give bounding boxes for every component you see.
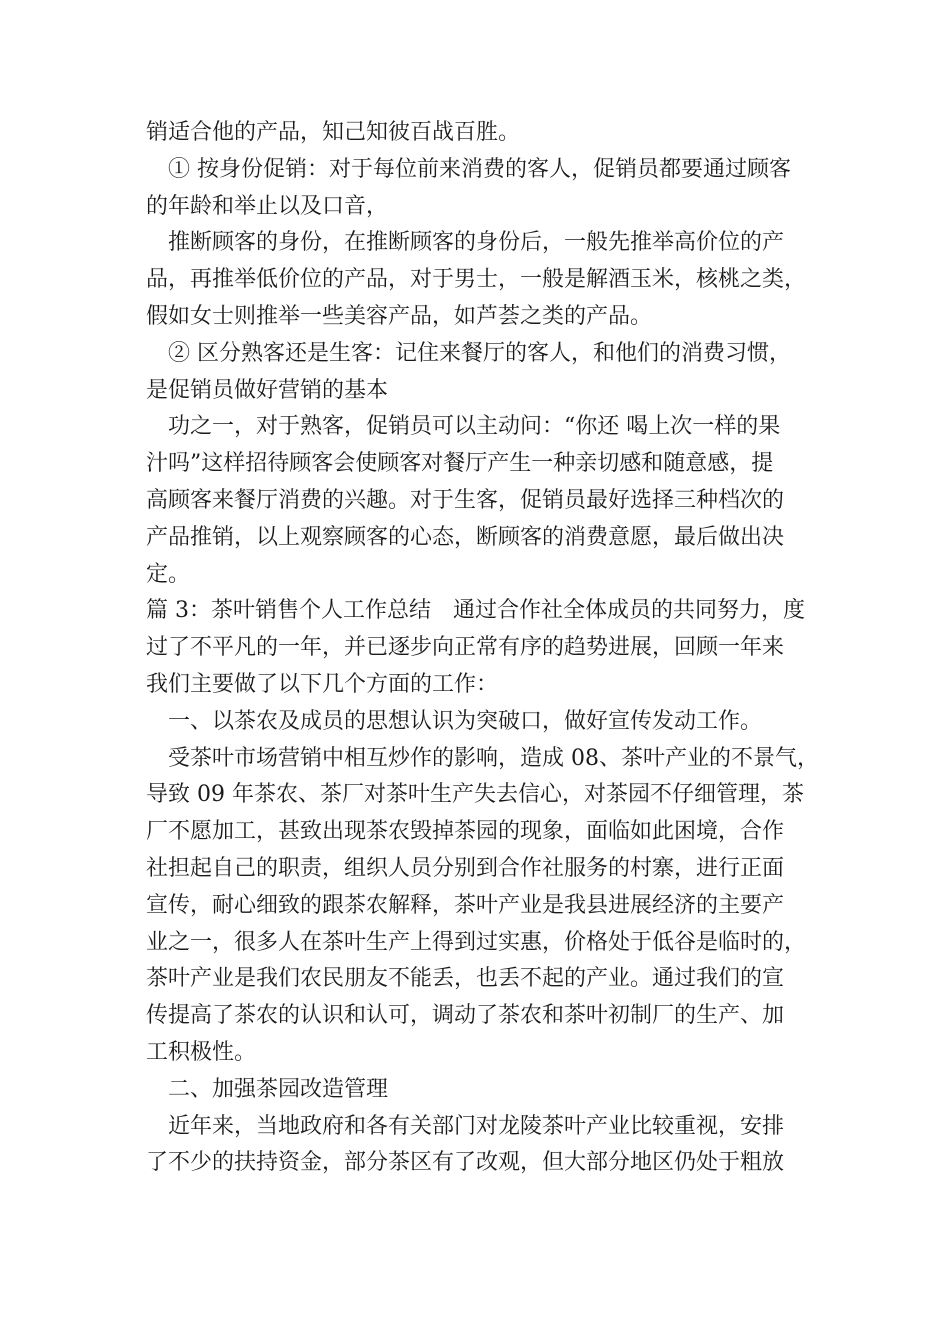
text-line: 一、以茶农及成员的思想认识为突破口，做好宣传发动工作。 xyxy=(168,708,763,734)
text-line: 茶叶产业是我们农民朋友不能丢，也丢不起的产业。通过我们的宣 xyxy=(146,966,785,992)
text-line: 销适合他的产品，知己知彼百战百胜。 xyxy=(146,120,521,145)
text-line: 导致 09 年茶农、茶厂对茶叶生产失去信心，对茶园不仔细管理，茶 xyxy=(146,782,804,808)
text-line: ② 区分熟客还是生客：记住来餐厅的客人，和他们的消费习惯， xyxy=(168,340,791,366)
text-line: 篇 3：茶叶销售个人工作总结 通过合作社全体成员的共同努力，度 xyxy=(146,598,805,624)
text-line: 是促销员做好营销的基本 xyxy=(146,377,389,403)
text-line: 推断顾客的身份，在推断顾客的身份后，一般先推举高价位的产 xyxy=(168,230,785,256)
text-line: 产品推销，以上观察顾客的心态，断顾客的消费意愿，最后做出决 xyxy=(146,524,785,550)
text-line: 汁吗”这样招待顾客会使顾客对餐厅产生一种亲切感和随意感，提 xyxy=(146,451,774,477)
text-line: 了不少的扶持资金，部分茶区有了改观，但大部分地区仍处于粗放 xyxy=(146,1150,785,1176)
document-body xyxy=(146,115,819,1182)
text-line: 过了不平凡的一年，并已逐步向正常有序的趋势进展，回顾一年来 xyxy=(146,635,785,661)
text-line: 高顾客来餐厅消费的兴趣。对于生客，促销员最好选择三种档次的 xyxy=(146,487,785,513)
text-line: 社担起自己的职责，组织人员分别到合作社服务的村寨，进行正面 xyxy=(146,855,785,881)
text-line: 定。 xyxy=(146,561,191,587)
text-line: 的年龄和举止以及口音， xyxy=(146,193,389,219)
text-line: 厂不愿加工，甚致出现茶农毁掉茶园的现象，面临如此困境，合作 xyxy=(146,819,785,845)
text-line: 工积极性。 xyxy=(146,1039,257,1065)
text-line: 近年来，当地政府和各有关部门对龙陵茶叶产业比较重视，安排 xyxy=(168,1113,785,1139)
text-line: 业之一，很多人在茶叶生产上得到过实惠，价格处于低谷是临时的， xyxy=(146,929,807,955)
text-line: 假如女士则推举一些美容产品，如芦荟之类的产品。 xyxy=(146,303,653,329)
text-line: 受茶叶市场营销中相互炒作的影响，造成 08、茶叶产业的不景气， xyxy=(168,745,819,771)
text-line: 二、加强茶园改造管理 xyxy=(168,1076,389,1102)
text-line: 品，再推举低价位的产品，对于男士，一般是解酒玉米，核桃之类， xyxy=(146,267,807,293)
text-line: 我们主要做了以下几个方面的工作： xyxy=(146,671,499,697)
text-line: ① 按身份促销：对于每位前来消费的客人，促销员都要通过顾客 xyxy=(168,156,791,182)
text-line: 传提高了茶农的认识和认可，调动了茶农和茶叶初制厂的生产、加 xyxy=(146,1003,785,1029)
text-line: 宣传，耐心细致的跟茶农解释，茶叶产业是我县进展经济的主要产 xyxy=(146,892,785,918)
text-line: 功之一，对于熟客，促销员可以主动问：“你还 喝上次一样的果 xyxy=(168,414,781,440)
